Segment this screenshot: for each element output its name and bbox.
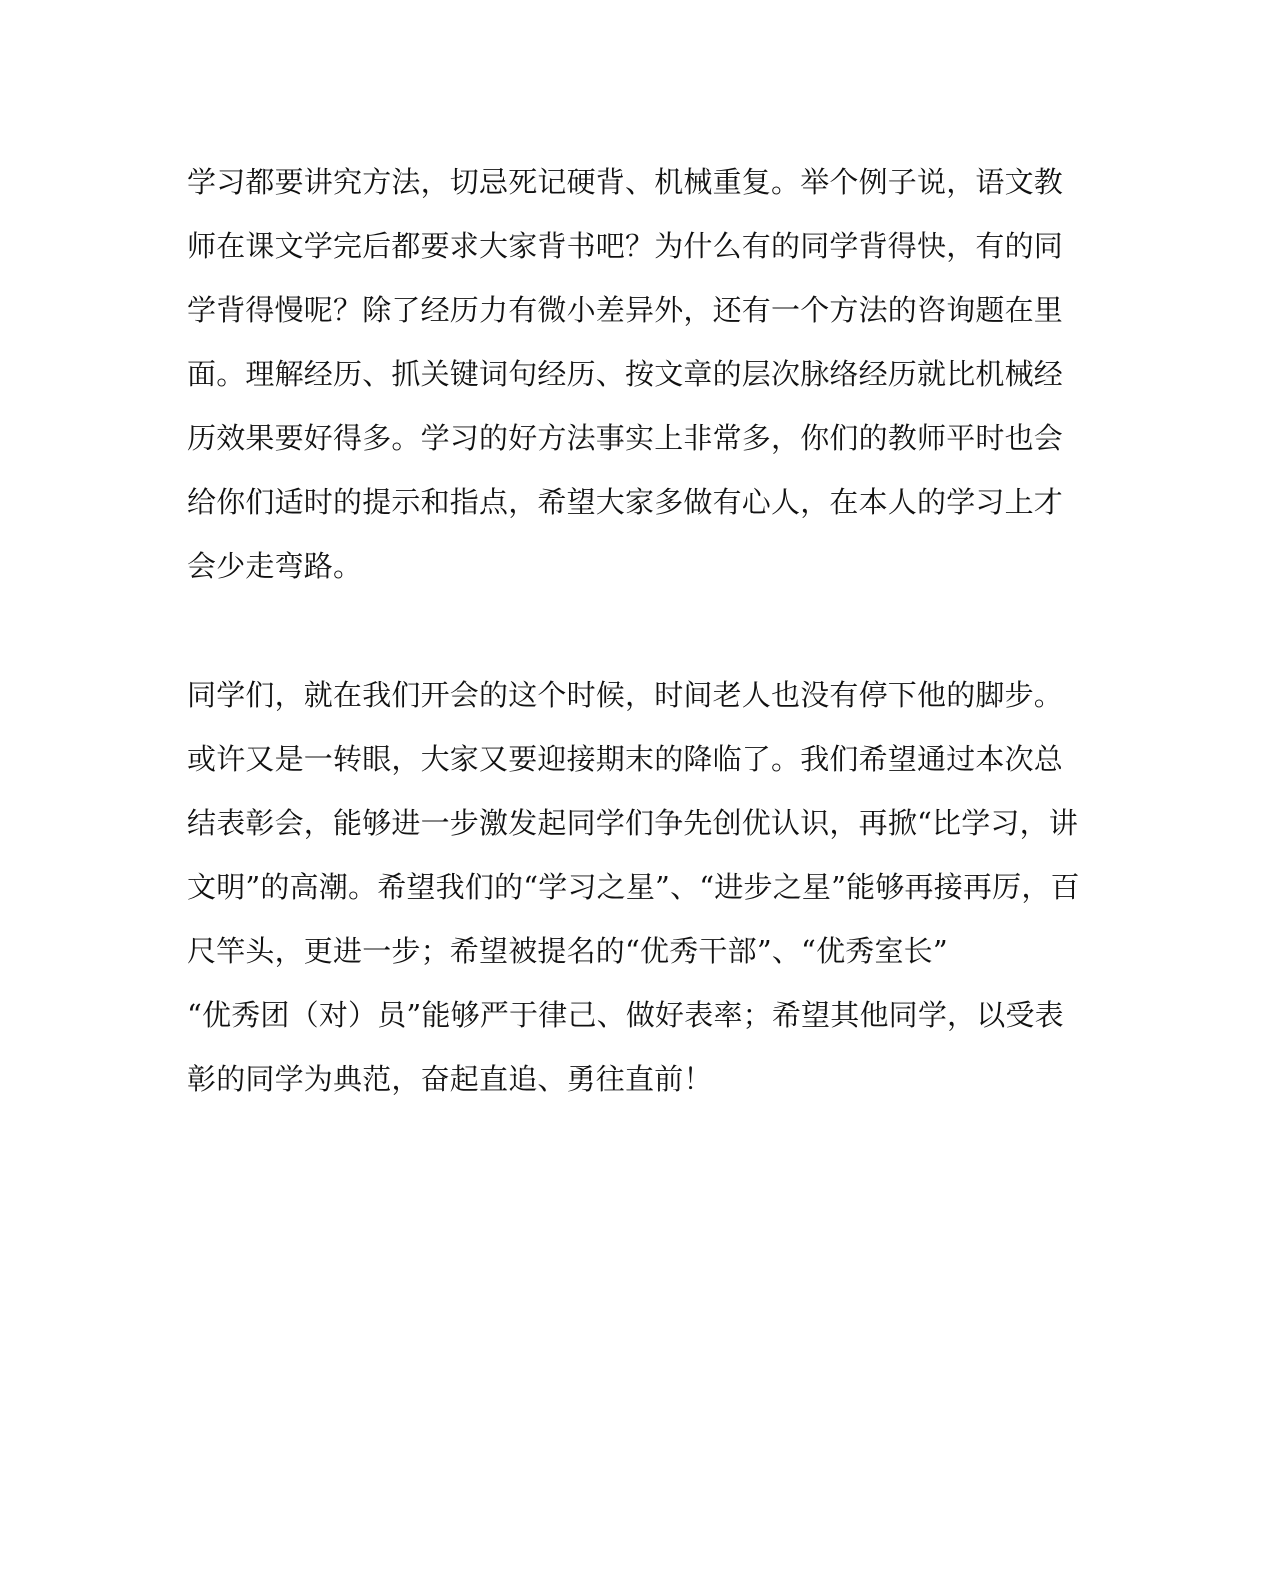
text-line: 文明”的高潮。希望我们的“学习之星”、“进步之星”能够再接再厉，百 <box>187 870 1080 904</box>
text-line: 给你们适时的提示和指点，希望大家多做有心人，在本人的学习上才 <box>187 485 1064 519</box>
text-line: “优秀团（对）员”能够严于律己、做好表率；希望其他同学，以受表 <box>187 998 1064 1032</box>
text-line: 历效果要好得多。学习的好方法事实上非常多，你们的教师平时也会 <box>187 421 1064 455</box>
text-line: 同学们，就在我们开会的这个时候，时间老人也没有停下他的脚步。 <box>187 678 1064 712</box>
text-line: 学背得慢呢？除了经历力有微小差异外，还有一个方法的咨询题在里 <box>187 293 1064 327</box>
text-line: 彰的同学为典范，奋起直追、勇往直前！ <box>187 1062 713 1096</box>
text-line: 结表彰会，能够进一步激发起同学们争先创优认识，再掀“比学习，讲 <box>187 806 1079 840</box>
paragraph-closing-remarks <box>187 673 1087 1121</box>
text-line: 会少走弯路。 <box>187 549 363 583</box>
text-line: 尺竿头，更进一步；希望被提名的“优秀干部”、“优秀室长” <box>187 934 948 968</box>
text-line: 面。理解经历、抓关键词句经历、按文章的层次脉络经历就比机械经 <box>187 357 1064 391</box>
text-line: 师在课文学完后都要求大家背书吧？为什么有的同学背得快，有的同 <box>187 229 1064 263</box>
text-line: 或许又是一转眼，大家又要迎接期末的降临了。我们希望通过本次总 <box>187 742 1064 776</box>
paragraph-study-methods <box>187 160 1087 608</box>
text-line: 学习都要讲究方法，切忌死记硬背、机械重复。举个例子说，语文教 <box>187 165 1064 199</box>
